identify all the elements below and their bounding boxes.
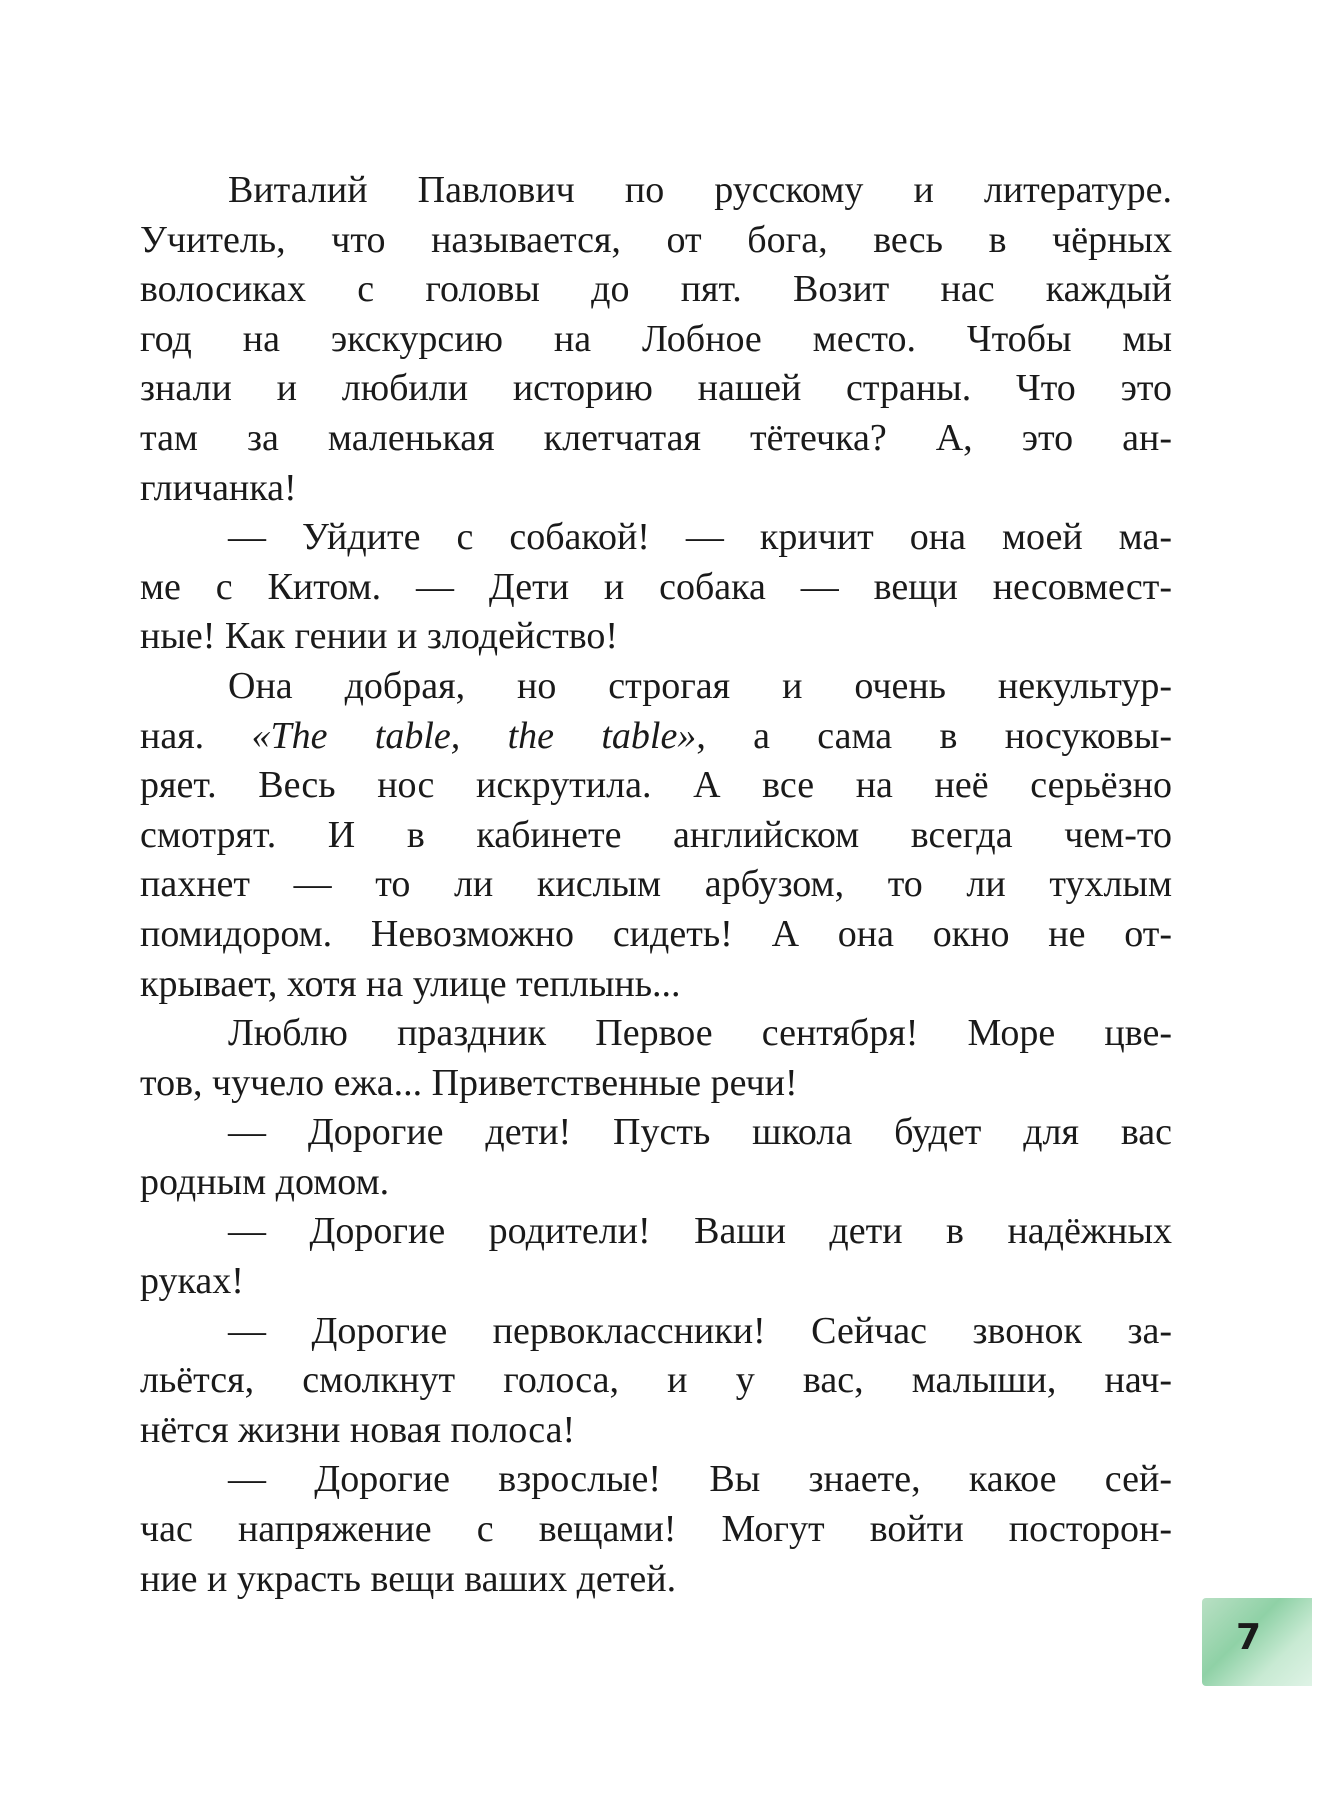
text-line: пахнет — то ли кислым арбузом, то ли тухлым: [140, 863, 1172, 906]
text-line: крывает, хотя на улице теплынь...: [140, 962, 681, 1005]
page-number: 7: [1236, 1617, 1262, 1658]
text-line: Она добрая, но строгая и очень некультур-: [228, 664, 1172, 707]
text-line: тов, чучело ежа... Приветственные речи!: [140, 1061, 798, 1104]
text-line: Учитель, что называется, от бога, весь в чёрных: [140, 218, 1172, 261]
text-line: — Дорогие родители! Ваши дети в надёжных: [228, 1210, 1172, 1253]
text-line: ме с Китом. — Дети и собака — вещи несовмест-: [140, 565, 1172, 608]
text-line: час напряжение с вещами! Могут войти посторон-: [140, 1508, 1172, 1551]
text-line: родным домом.: [140, 1160, 390, 1203]
text-line: руках!: [140, 1260, 244, 1303]
text-line: знали и любили историю нашей страны. Что это: [140, 367, 1172, 410]
text-line: там за маленькая клетчатая тётечка? А, это ан-: [140, 416, 1172, 459]
text-line: нётся жизни новая полоса!: [140, 1408, 576, 1451]
text-line: помидором. Невозможно сидеть! А она окно не от-: [140, 912, 1172, 955]
text-line: волосиках с головы до пят. Возит нас каждый: [140, 268, 1172, 311]
text-segment: , а сама в носуковы-: [696, 714, 1173, 757]
text-line: ные! Как гении и злодейство!: [140, 615, 619, 658]
text-line: льётся, смолкнут голоса, и у вас, малыши, нач-: [140, 1359, 1172, 1402]
text-line: Виталий Павлович по русскому и литературе.: [228, 169, 1172, 211]
body-text: [140, 166, 1172, 1604]
text-line: — Дорогие первоклассники! Сейчас звонок за-: [228, 1309, 1172, 1352]
text-line: — Дорогие взрослые! Вы знаете, какое сей-: [228, 1458, 1172, 1501]
text-line: смотрят. И в кабинете английском всегда чем-то: [140, 813, 1172, 856]
text-line: год на экскурсию на Лобное место. Чтобы мы: [140, 317, 1172, 360]
text-line: ние и украсть вещи ваших детей.: [140, 1557, 677, 1600]
text-segment: ная.: [140, 714, 252, 757]
text-line-with-italic: [140, 712, 1172, 762]
text-line: ряет. Весь нос искрутила. А все на неё серьёзно: [140, 764, 1172, 807]
text-line: — Дорогие дети! Пусть школа будет для вас: [228, 1111, 1172, 1154]
italic-quote: «The table, the table»: [251, 714, 697, 757]
text-line: гличанка!: [140, 466, 297, 509]
text-line: — Уйдите с собакой! — кричит она моей ма-: [228, 516, 1172, 559]
text-line: Люблю праздник Первое сентября! Море цве-: [228, 1012, 1172, 1055]
